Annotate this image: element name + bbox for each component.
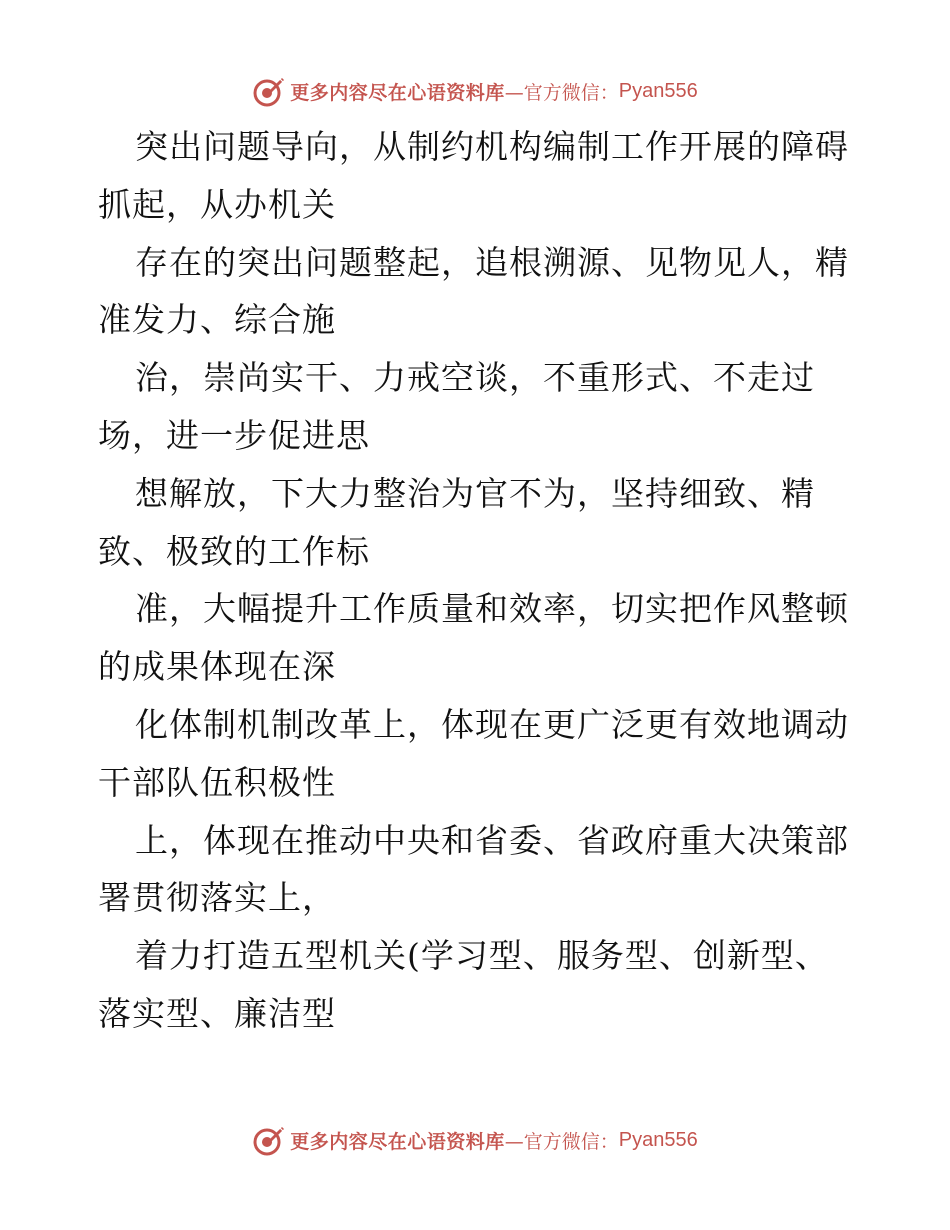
footer-wechat-id: Pyan556 [618,1128,698,1151]
body-line: 上，体现在推动中央和省委、省政府重大决策部 [135,820,849,860]
body-line: 准，大幅提升工作质量和效率，切实把作风整顿 [135,589,849,629]
header-brand-text: 更多内容尽在心语资料库 [290,81,505,104]
header-banner [0,71,950,111]
header-wechat-id: Pyan556 [618,79,698,102]
body-line: 干部队伍积极性 [98,762,336,802]
body-line: 存在的突出问题整起，追根溯源、见物见人，精 [135,242,849,282]
body-line: 想解放，下大力整治为官不为，坚持细致、精 [135,473,815,513]
body-line: 抓起，从办机关 [98,184,336,224]
document-body [98,118,858,1043]
header-wechat-label: —官方微信： [504,81,619,104]
footer-wechat-label: —官方微信： [504,1130,619,1153]
body-line: 场，进一步促进思 [98,415,370,455]
pen-logo-icon [252,1123,286,1157]
footer-banner [0,1120,950,1160]
body-line: 治，崇尚实干、力戒空谈，不重形式、不走过 [135,358,815,398]
footer-brand-text: 更多内容尽在心语资料库 [290,1130,505,1153]
body-line: 突出问题导向，从制约机构编制工作开展的障碍 [135,127,849,166]
body-line: 落实型、廉洁型 [98,993,336,1033]
pen-logo-icon [252,74,286,108]
body-line: 的成果体现在深 [98,647,336,687]
body-line: 致、极致的工作标 [98,531,370,571]
body-line: 化体制机制改革上，体现在更广泛更有效地调动 [135,704,849,744]
body-line: 署贯彻落实上， [98,878,336,918]
body-line: 着力打造五型机关(学习型、服务型、创新型、 [135,936,829,976]
body-line: 准发力、综合施 [98,300,336,340]
